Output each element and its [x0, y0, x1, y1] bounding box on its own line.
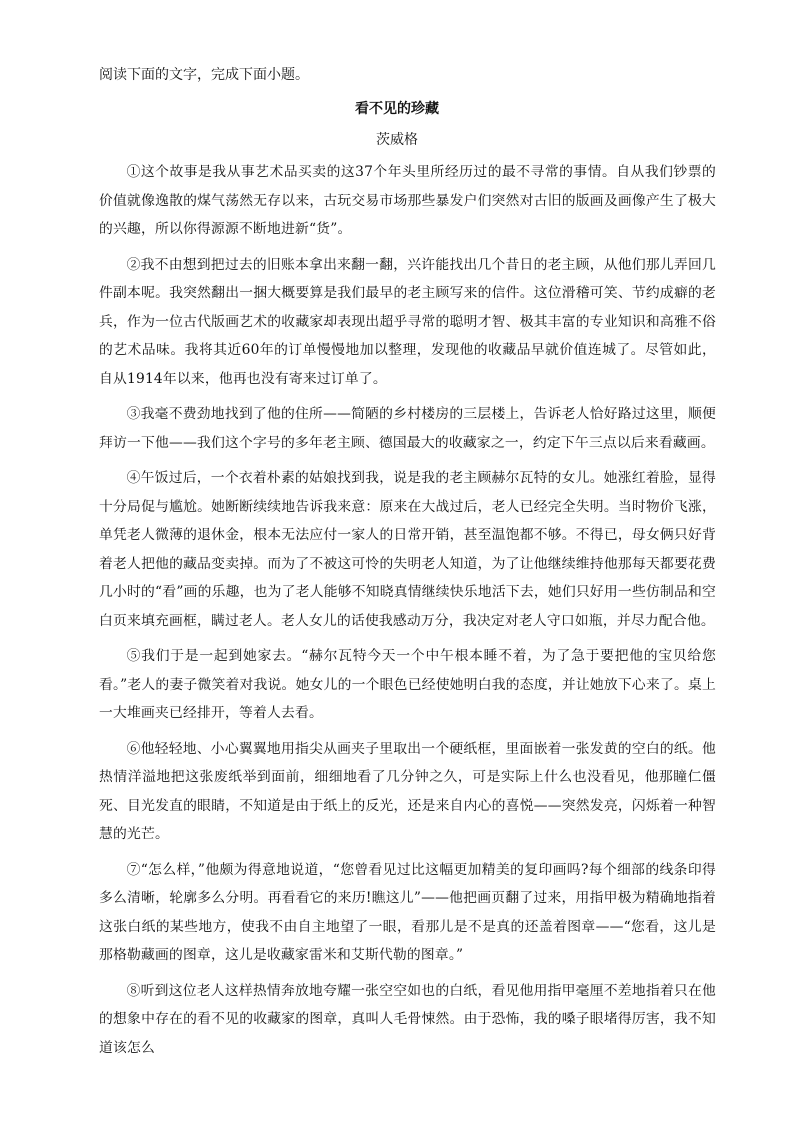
paragraph-3: ③我毫不费劲地找到了他的住所——简陋的乡村楼房的三层楼上，告诉老人恰好路过这里，顺便拜访一下他——我们这个字号的多年老主顾、德国最大的收藏家之一，约定下午三点以后来看藏画。: [99, 406, 716, 451]
paragraph-2: ②我不由想到把过去的旧账本拿出来翻一翻，兴许能找出几个昔日的老主顾，从他们那儿弄回几件副本呢。我突然翻出一捆大概要算是我们最早的老主顾写来的信件。这位滑稽可笑、节约成癖的老兵，作为一位古代版画艺术的收藏家却表现出超乎寻常的聪明才智、极其丰富的专业知识和高雅不俗的艺术品味。我将其近60年的订单慢慢地加以整理，发现他的收藏品早就价值连城了。尽管如此，自从1914年以来，他再也没有寄来过订单了。: [99, 256, 716, 387]
article-author: 茨威格: [376, 132, 418, 148]
paragraph-1: ①这个故事是我从事艺术品买卖的这37个年头里所经历过的最不寻常的事情。自从我们钞票的价值就像逸散的煤气荡然无存以来，古玩交易市场那些暴发户们突然对古旧的版画及画像产生了极大的兴趣，所以你得源源不断地进新“货”。: [99, 164, 716, 237]
article-body: [99, 158, 716, 1069]
paragraph-7: ⑦“怎么样，”他颇为得意地说道，“您曾看见过比这幅更加精美的复印画吗?每个细部的线条印得多么清晰，轮廓多么分明。再看看它的来历!瞧这儿”——他把画页翻了过来，用指甲极为精确地指着这张白纸的某些地方，使我不由自主地望了一眼，看那儿是不是真的还盖着图章——“您看，这儿是那格勒藏画的图章，这儿是收藏家雷米和艾斯代勒的图章。”: [99, 861, 716, 963]
paragraph-8: ⑧听到这位老人这样热情奔放地夸耀一张空空如也的白纸，看见他用指甲毫厘不差地指着只在他的想象中存在的看不见的收藏家的图章，真叫人毛骨悚然。由于恐怖，我的嗓子眼堵得厉害，我不知道该怎么: [99, 982, 716, 1056]
article-title: 看不见的珍藏: [355, 101, 439, 117]
paragraph-5: ⑤我们于是一起到她家去。“赫尔瓦特今天一个中午根本睡不着，为了急于要把他的宝贝给您看。”老人的妻子微笑着对我说。她女儿的一个眼色已经使她明白我的态度，并让她放下心来了。桌上一大堆画夹已经排开，等着人去看。: [99, 648, 716, 721]
paragraph-4: ④午饭过后，一个衣着朴素的姑娘找到我，说是我的老主顾赫尔瓦特的女儿。她涨红着脸，显得十分局促与尴尬。她断断续续地告诉我来意：原来在大战过后，老人已经完全失明。当时物价飞涨，单凭老人微薄的退休金，根本无法应付一家人的日常开销，甚至温饱都不够。不得已，母女俩只好背着老人把他的藏品变卖掉。而为了不被这可怜的失明老人知道，为了让他继续维持他那每天都要花费几小时的“看”画的乐趣，也为了老人能够不知晓真情继续快乐地活下去，她们只好用一些仿制品和空白页来填充画框，瞒过老人。老人女儿的话使我感动万分，我决定对老人守口如瓶，并尽力配合他。: [99, 470, 716, 629]
paragraph-6: ⑥他轻轻地、小心翼翼地用指尖从画夹子里取出一个硬纸框，里面嵌着一张发黄的空白的纸。他热情洋溢地把这张废纸举到面前，细细地看了几分钟之久，可是实际上什么也没看见，他那瞳仁僵死、目光发直的眼睛，不知道是由于纸上的反光，还是来自内心的喜悦——突然发亮，闪烁着一种智慧的光芒。: [99, 740, 716, 842]
reading-instruction: 阅读下面的文字，完成下面小题。: [99, 67, 309, 83]
